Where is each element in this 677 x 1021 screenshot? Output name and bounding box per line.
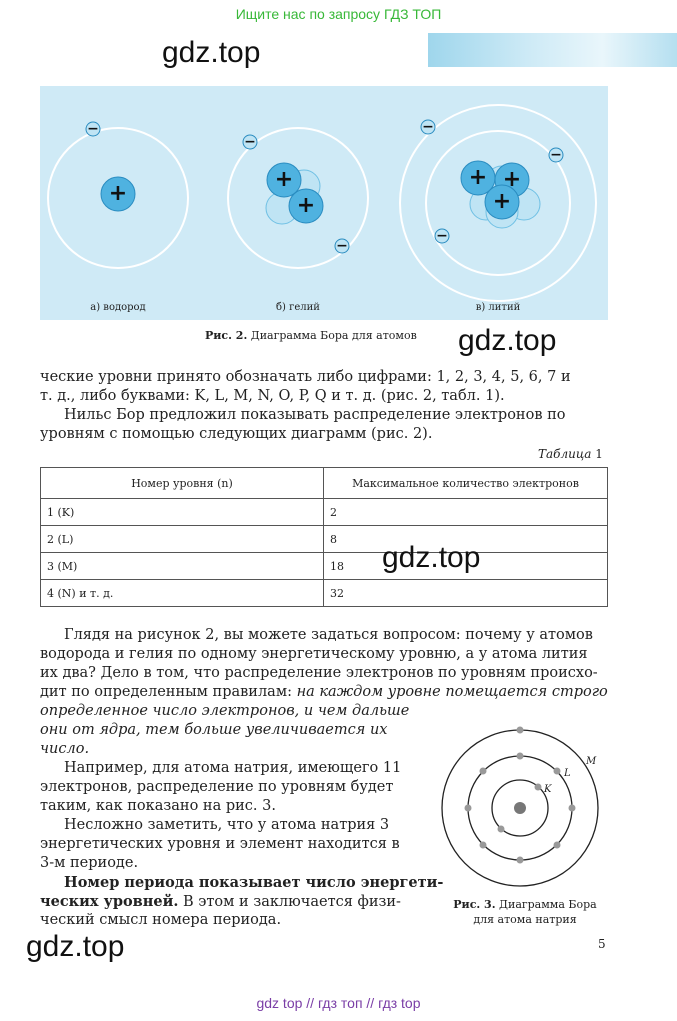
figure-3-caption-number: Рис. 3. bbox=[453, 898, 496, 911]
lithium-plus-3: + bbox=[492, 189, 512, 214]
electron-l bbox=[554, 768, 561, 775]
text-line bbox=[64, 873, 443, 893]
text-line bbox=[40, 683, 608, 702]
table-cell: 2 (L) bbox=[41, 526, 324, 553]
table-cell: 2 bbox=[324, 499, 608, 526]
electron-l bbox=[569, 805, 576, 812]
figure-3-caption-line-1 bbox=[440, 897, 610, 912]
table-1-label bbox=[538, 447, 603, 461]
hydrogen-atom bbox=[48, 121, 188, 268]
table-cell: 8 bbox=[324, 526, 608, 553]
lithium-plus-2: + bbox=[502, 167, 522, 192]
text-line: 3-м периоде. bbox=[40, 855, 139, 871]
figure-2-caption-text: Диаграмма Бора для атомов bbox=[250, 329, 417, 342]
label-hydrogen: а) водород bbox=[90, 302, 146, 313]
lithium-minus-2: − bbox=[550, 147, 562, 163]
figure-2-panel bbox=[40, 86, 608, 320]
helium-minus-2: − bbox=[336, 238, 348, 254]
table-header-row bbox=[41, 468, 608, 499]
lithium-minus-1: − bbox=[422, 119, 434, 135]
text-line: энергетических уровня и элемент находится в bbox=[40, 836, 400, 852]
text-line bbox=[40, 892, 401, 912]
text-line: т. д., либо буквами: K, L, M, N, O, P, Q и т. д. (рис. 2, табл. 1). bbox=[40, 388, 505, 404]
label-l: L bbox=[564, 768, 571, 779]
table-row bbox=[41, 526, 608, 553]
helium-minus-1: − bbox=[244, 134, 256, 150]
page-number: 5 bbox=[598, 937, 606, 951]
table-cell: 32 bbox=[324, 580, 608, 607]
bohr-diagrams bbox=[40, 86, 608, 320]
text-span: В этом и заключается физи- bbox=[178, 894, 401, 910]
bold-text: Номер периода показывает число энергети- bbox=[64, 874, 444, 891]
sodium-bohr-diagram bbox=[438, 726, 608, 896]
hydrogen-minus-sign: − bbox=[87, 121, 99, 137]
lithium-minus-3: − bbox=[436, 228, 448, 244]
table-cell: 18 bbox=[324, 553, 608, 580]
header-banner-image bbox=[428, 33, 677, 67]
table-1-label-word: Таблица bbox=[538, 447, 592, 461]
table-cell: 3 (M) bbox=[41, 553, 324, 580]
bold-text: ческих уровней. bbox=[40, 893, 179, 910]
watermark-table: gdz.top bbox=[382, 541, 481, 574]
text-line: водорода и гелия по одному энергетическому уровню, а у атома лития bbox=[40, 646, 588, 662]
text-line bbox=[40, 740, 89, 759]
electron-l bbox=[465, 805, 472, 812]
electron-levels-table bbox=[40, 467, 608, 607]
sodium-nucleus bbox=[514, 802, 526, 814]
helium-plus-1: + bbox=[274, 167, 294, 192]
electron-l bbox=[480, 842, 487, 849]
table-cell: 4 (N) и т. д. bbox=[41, 580, 324, 607]
table-header-cell: Номер уровня (n) bbox=[41, 468, 324, 499]
table-row bbox=[41, 580, 608, 607]
electron-k bbox=[498, 826, 505, 833]
electron-m bbox=[517, 727, 524, 734]
text-line bbox=[40, 721, 387, 740]
watermark-mid: gdz.top bbox=[458, 324, 557, 357]
text-line bbox=[40, 702, 409, 721]
table-row bbox=[41, 499, 608, 526]
label-m: M bbox=[586, 756, 597, 767]
header-search-note[interactable]: Ищите нас по запросу ГДЗ ТОП bbox=[235, 6, 442, 22]
table-1-label-number: 1 bbox=[595, 447, 603, 461]
text-line: Например, для атома натрия, имеющего 11 bbox=[64, 760, 402, 776]
text-span: дит по определенным правилам: bbox=[40, 684, 297, 700]
helium-plus-2: + bbox=[296, 193, 316, 218]
label-lithium: в) литий bbox=[475, 302, 521, 313]
rule-italic: число. bbox=[40, 741, 90, 757]
electron-l bbox=[517, 857, 524, 864]
label-k: K bbox=[544, 784, 552, 795]
electron-l bbox=[480, 768, 487, 775]
text-line: Глядя на рисунок 2, вы можете задаться вопросом: почему у атомов bbox=[64, 627, 593, 643]
text-line: Несложно заметить, что у атома натрия 3 bbox=[64, 817, 390, 833]
figure-2-caption bbox=[205, 329, 417, 342]
text-line: электронов, распределение по уровням будет bbox=[40, 779, 394, 795]
figure-2-caption-number: Рис. 2. bbox=[205, 329, 248, 342]
label-helium: б) гелий bbox=[276, 302, 320, 313]
figure-3-caption-text: Диаграмма Бора bbox=[499, 898, 597, 911]
footer-links[interactable]: gdz top // гдз топ // гдз top bbox=[256, 995, 421, 1011]
watermark-bottom: gdz.top bbox=[26, 930, 125, 963]
helium-atom bbox=[228, 128, 368, 268]
text-line: ческие уровни принято обозначать либо цифрами: 1, 2, 3, 4, 5, 6, 7 и bbox=[40, 369, 571, 385]
table-header-cell: Максимальное количество электронов bbox=[324, 468, 608, 499]
lithium-atom bbox=[400, 105, 596, 301]
electron-l bbox=[517, 753, 524, 760]
watermark-top: gdz.top bbox=[162, 36, 261, 69]
text-line: уровням с помощью следующих диаграмм (рис. 2). bbox=[40, 426, 433, 442]
figure-3-caption-line-2: для атома натрия bbox=[473, 913, 577, 926]
table-cell: 1 (K) bbox=[41, 499, 324, 526]
text-line: Нильс Бор предложил показывать распределение электронов по bbox=[64, 407, 566, 423]
rule-italic: на каждом уровне помещается строго bbox=[296, 684, 608, 700]
electron-l bbox=[554, 842, 561, 849]
text-line: ческий смысл номера периода. bbox=[40, 912, 282, 928]
rule-italic: определенное число электронов, и чем дальше bbox=[40, 703, 410, 719]
rule-italic: они от ядра, тем больше увеличивается их bbox=[40, 722, 388, 738]
lithium-plus-1: + bbox=[468, 165, 488, 190]
figure-3-caption bbox=[440, 897, 610, 927]
table-row bbox=[41, 553, 608, 580]
text-line: их два? Дело в том, что распределение электронов по уровням происхо- bbox=[40, 665, 598, 681]
text-line: таким, как показано на рис. 3. bbox=[40, 798, 276, 814]
hydrogen-plus-sign: + bbox=[108, 181, 128, 206]
electron-k bbox=[535, 784, 542, 791]
